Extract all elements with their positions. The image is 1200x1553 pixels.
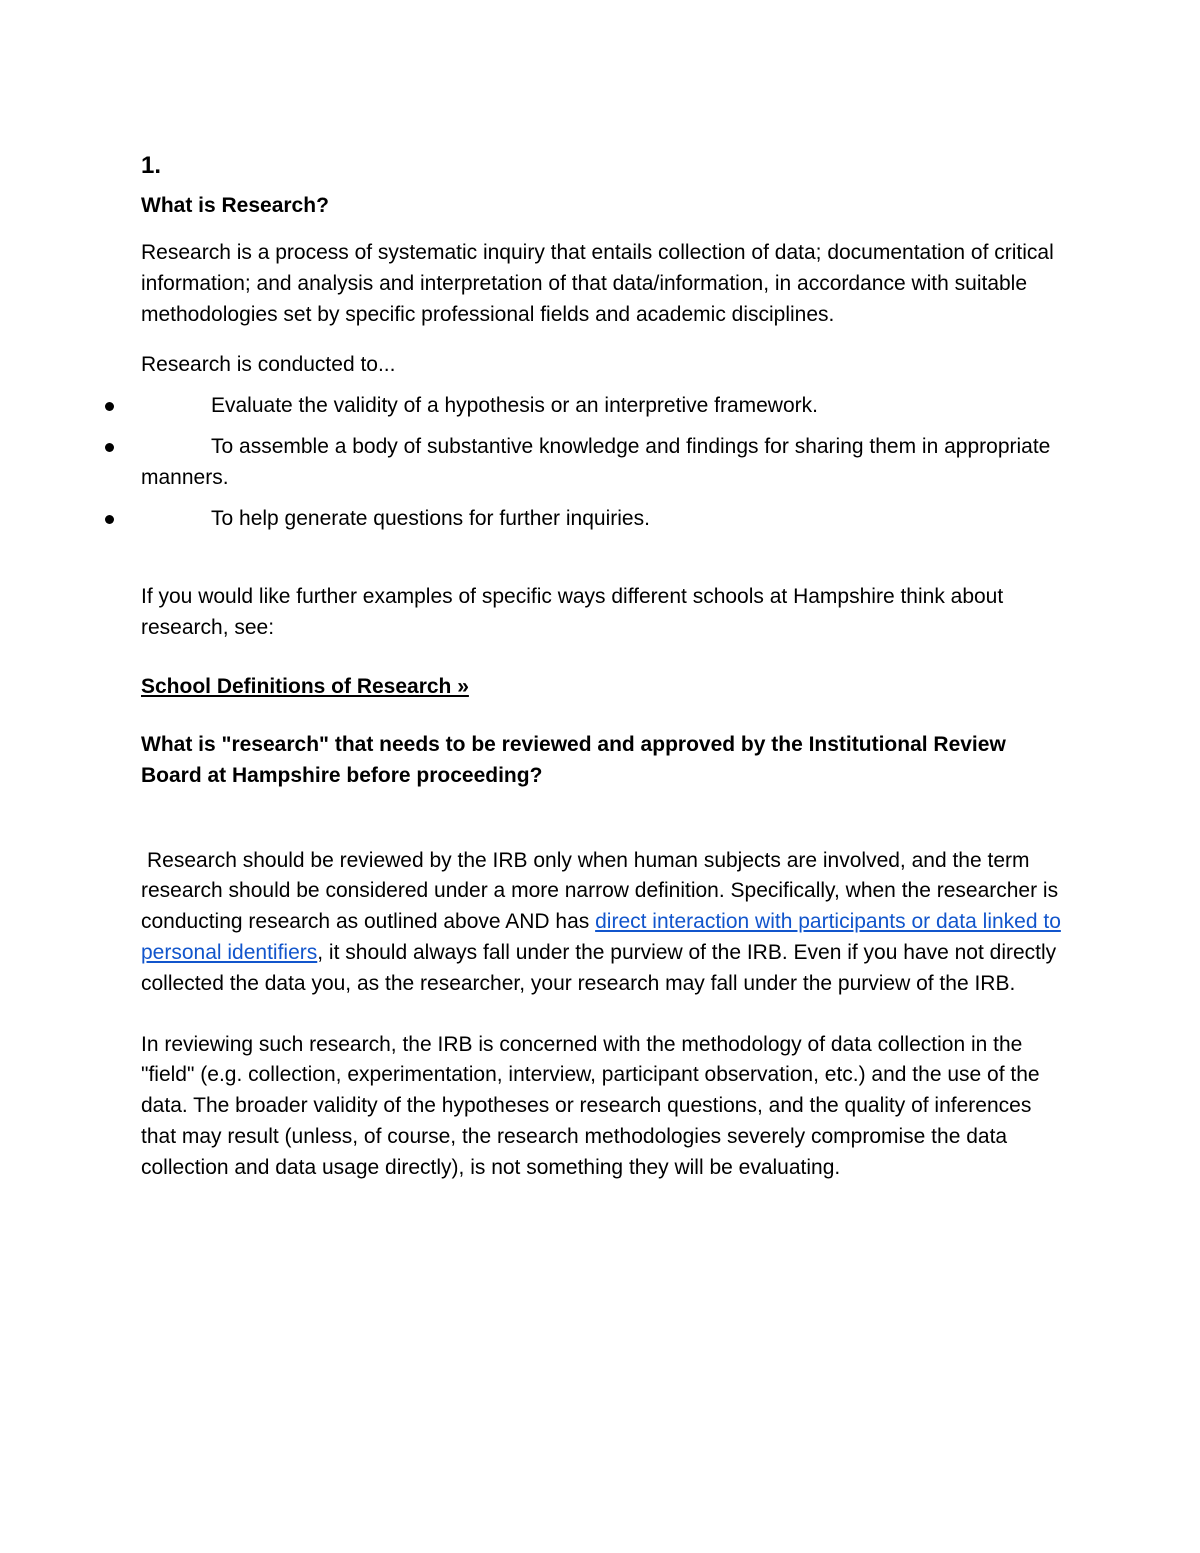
section-number: 1.	[141, 152, 162, 179]
bullet-icon	[105, 402, 114, 411]
document-page	[141, 150, 1061, 1184]
heading-irb-research: What is "research" that needs to be reviewed and approved by the Institutional Review Board at Hampshire before proceeding?	[141, 732, 1006, 787]
further-examples-paragraph: If you would like further examples of specific ways different schools at Hampshire think about research, see:	[141, 585, 1004, 640]
list-item-text: To help generate questions for further inquiries.	[211, 506, 650, 530]
direct-interaction-link[interactable]: direct interaction with participants or data linked to personal identifiers	[141, 910, 1061, 964]
bullet-icon	[105, 443, 114, 452]
irb-review-text-after: , it should always fall under the purview of the IRB. Even if you have not directly collected the data you, as the researcher, your research may fall under the purview of the IRB.	[141, 940, 1057, 995]
irb-concern-paragraph: In reviewing such research, the IRB is concerned with the methodology of data collection in the "field" (e.g. collection, experimentation, interview, participant observation, etc.) and the use of the data. The broader validity of the hypotheses or research questions, and the quality of inferences that may result (unless, of course, the research methodologies severely compromise the data collection and data usage directly), is not something they will be evaluating.	[141, 1032, 1040, 1179]
heading-what-is-research: What is Research?	[141, 194, 329, 217]
list-item-text: To assemble a body of substantive knowledge and findings for sharing them in appropriate manners.	[141, 434, 1051, 489]
purpose-list	[141, 391, 1061, 534]
list-item-text: Evaluate the validity of a hypothesis or an interpretive framework.	[211, 394, 818, 418]
list-item	[141, 504, 1061, 535]
list-item	[141, 391, 1061, 422]
conducted-intro: Research is conducted to...	[141, 353, 396, 377]
list-item	[141, 432, 1061, 494]
school-definitions-link[interactable]: School Definitions of Research »	[141, 674, 469, 698]
irb-review-paragraph	[141, 846, 1061, 1000]
irb-review-text-before: Research should be reviewed by the IRB only when human subjects are involved, and the term research should be considered under a more narrow definition. Specifically, when the researcher is conducting research as outlined above AND has	[141, 848, 1059, 934]
definition-paragraph: Research is a process of systematic inquiry that entails collection of data; documentation of critical information; and analysis and interpretation of that data/information, in accordance with suitable methodologies set by specific professional fields and academic disciplines.	[141, 241, 1054, 326]
bullet-icon	[105, 515, 114, 524]
